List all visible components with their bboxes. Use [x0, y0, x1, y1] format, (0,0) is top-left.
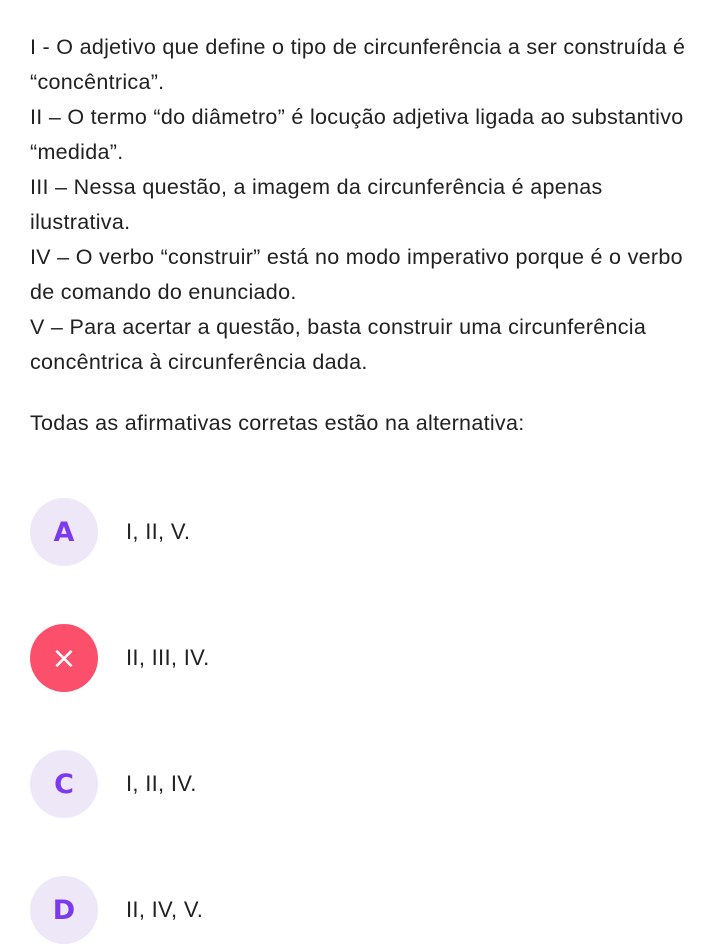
option-letter-d: D	[30, 876, 98, 944]
statement-5: V – Para acertar a questão, basta construir uma circunferência concêntrica à circunferência dada.	[30, 315, 647, 374]
option-d[interactable]	[30, 875, 670, 945]
statement-3: III – Nessa questão, a imagem da circunferência é apenas ilustrativa.	[30, 175, 603, 234]
statement-1: I - O adjetivo que define o tipo de circunferência a ser construída é “concêntrica”.	[30, 35, 686, 94]
close-icon: ×	[30, 624, 98, 692]
statements-list	[30, 30, 700, 380]
statement-2: II – O termo “do diâmetro” é locução adjetiva ligada ao substantivo “medida”.	[30, 105, 684, 164]
option-text-b: II, III, IV.	[126, 645, 210, 670]
statement-4: IV – O verbo “construir” está no modo imperativo porque é o verbo de comando do enunciado.	[30, 245, 683, 304]
option-text-c: I, II, IV.	[126, 771, 197, 796]
option-b-wrong[interactable]	[30, 623, 670, 693]
option-letter-c: C	[30, 750, 98, 818]
option-text-d: II, IV, V.	[126, 897, 204, 922]
option-text-a: I, II, V.	[126, 519, 191, 544]
option-a[interactable]	[30, 497, 670, 567]
option-c[interactable]	[30, 749, 670, 819]
question-prompt: Todas as afirmativas corretas estão na alternativa:	[30, 411, 525, 435]
option-letter-a: A	[30, 498, 98, 566]
